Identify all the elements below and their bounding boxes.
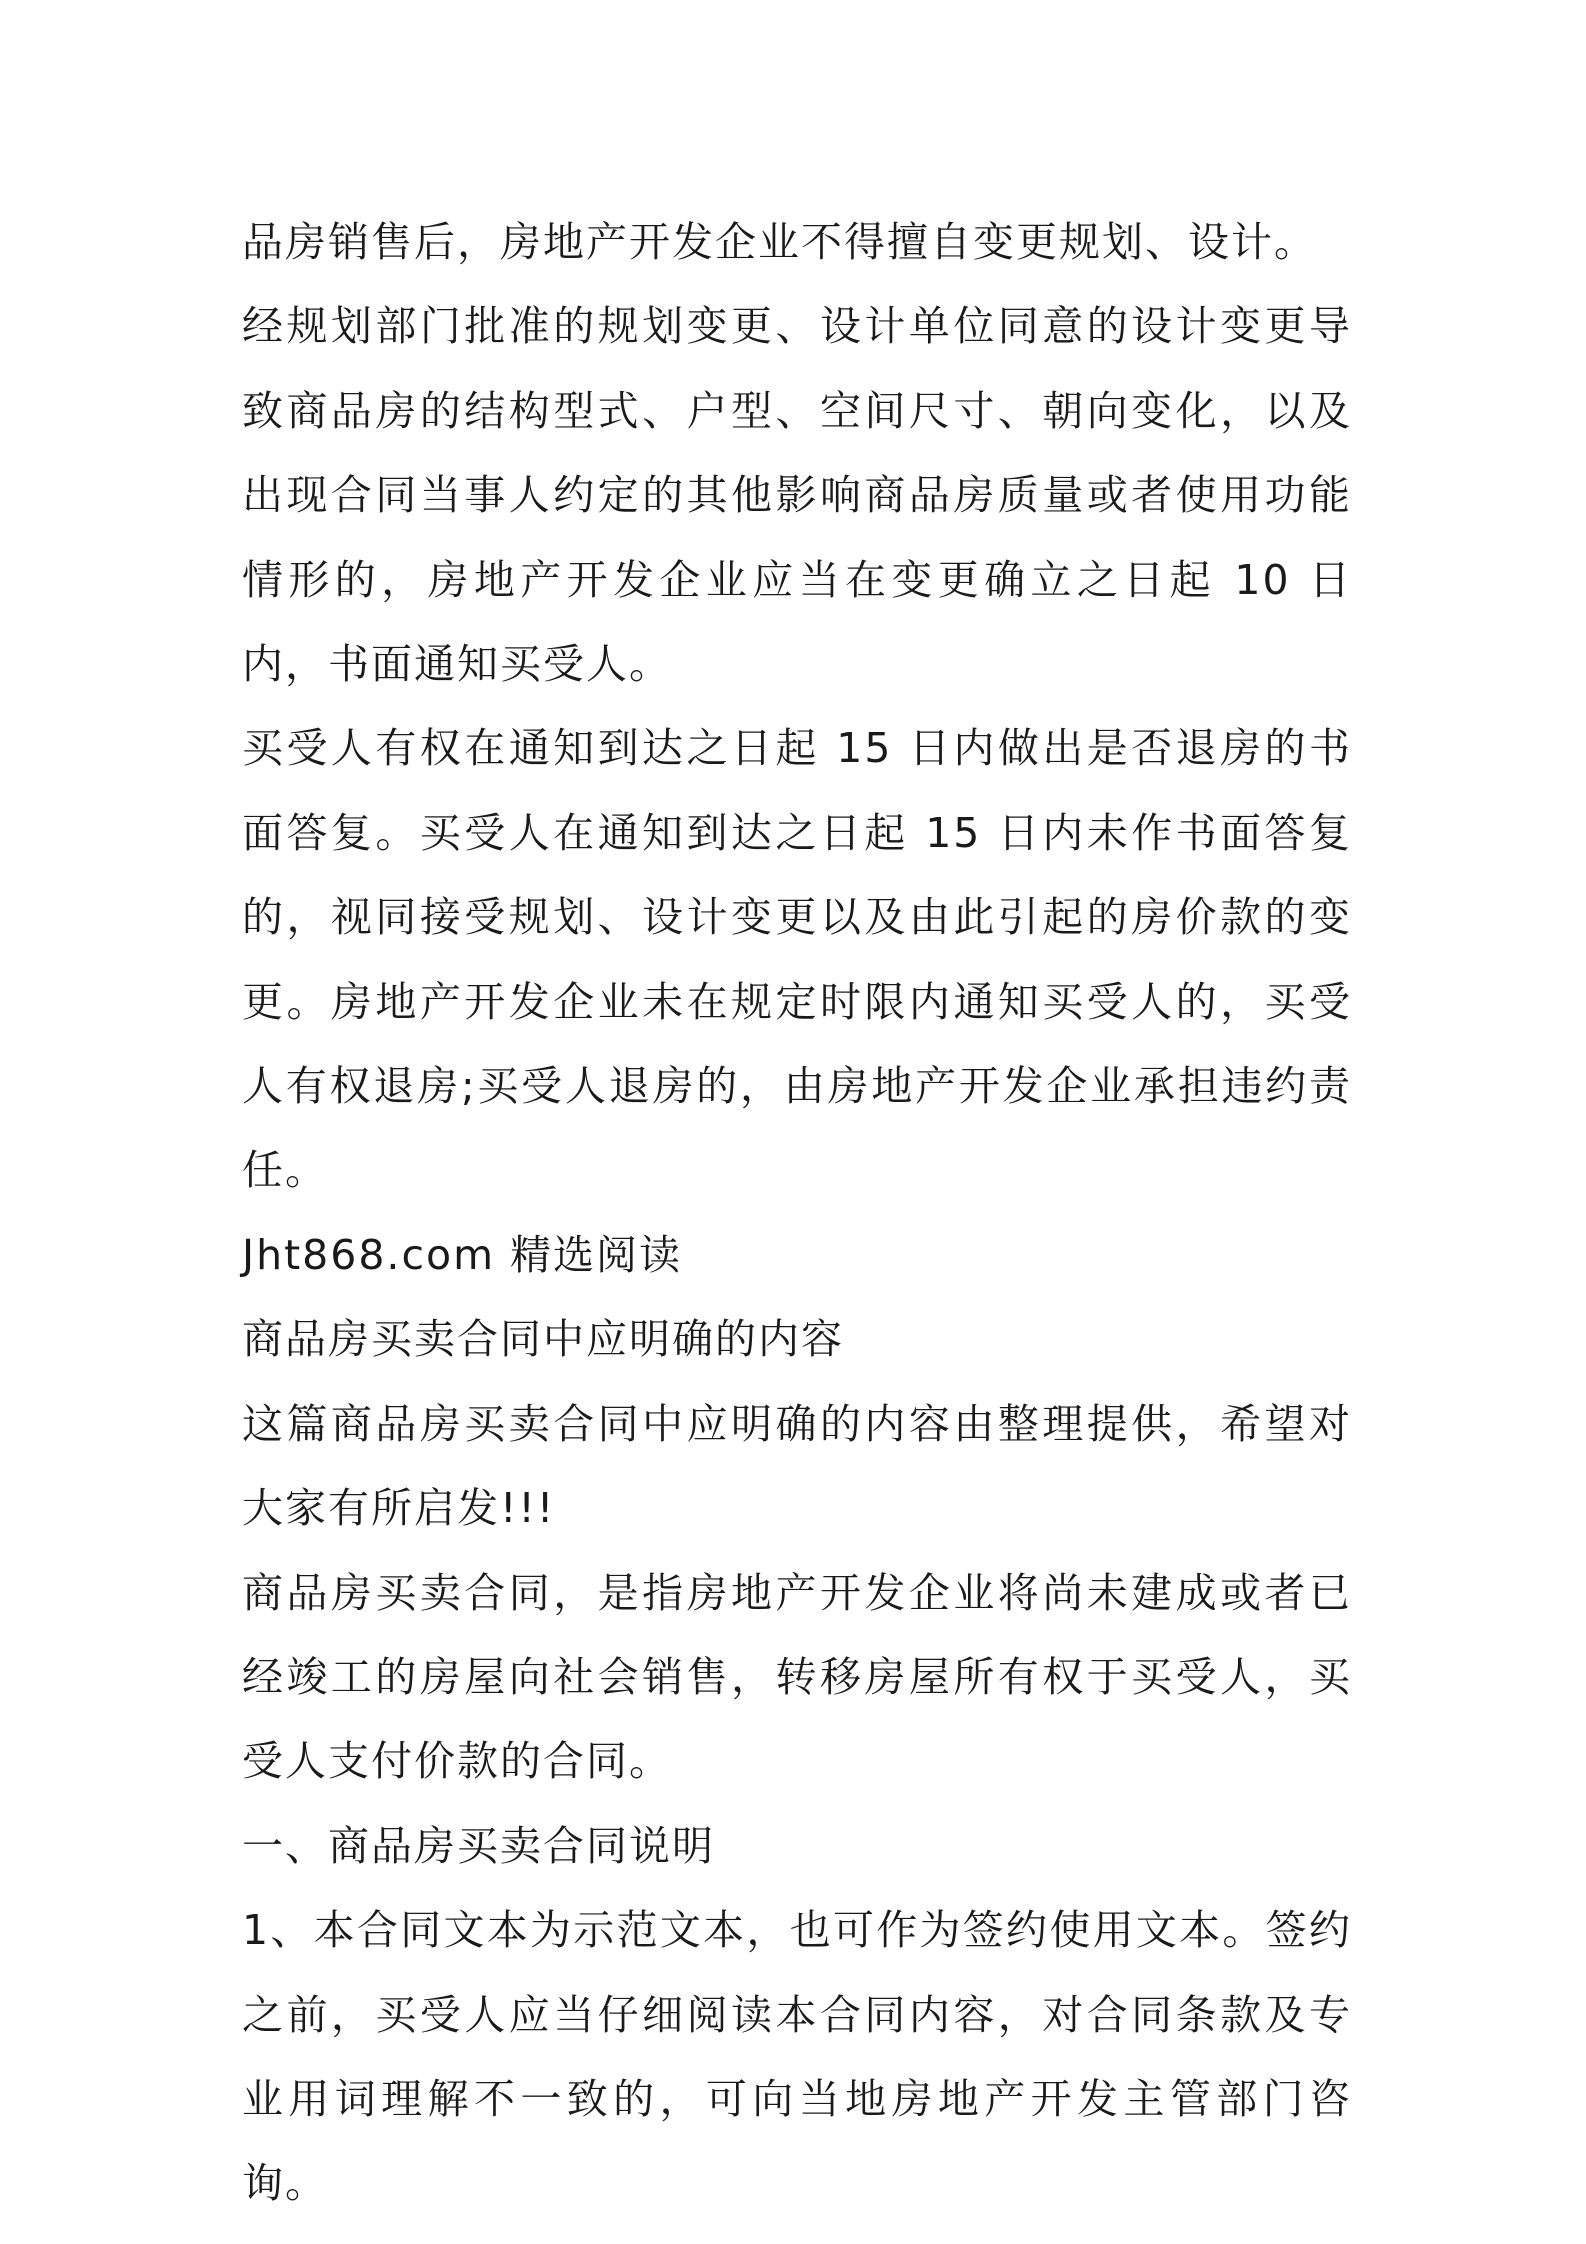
paragraph-2: 经规划部门批准的规划变更、设计单位同意的设计变更导致商品房的结构型式、户型、空间尺寸、朝向变化，以及出现合同当事人约定的其他影响商品房质量或者使用功能情形的，房地产开发企业应当在变更确立之日起 10 日内，书面通知买受人。 [242, 302, 1352, 689]
section-title: 商品房买卖合同中应明确的内容 [242, 1315, 844, 1364]
document-body [242, 200, 1352, 2226]
source-line: Jht868.com 精选阅读 [242, 1230, 683, 1279]
subsection-heading: 一、商品房买卖合同说明 [242, 1821, 715, 1870]
paragraph-1: 品房销售后，房地产开发企业不得擅自变更规划、设计。 [242, 218, 1317, 266]
definition-paragraph: 商品房买卖合同，是指房地产开发企业将尚未建成或者已经竣工的房屋向社会销售，转移房屋所有权于买受人，买受人支付价款的合同。 [242, 1568, 1352, 1786]
intro-paragraph: 这篇商品房买卖合同中应明确的内容由整理提供，希望对大家有所启发!!! [242, 1399, 1352, 1533]
numbered-paragraph-1: 1、本合同文本为示范文本，也可作为签约使用文本。签约之前，买受人应当仔细阅读本合同内容，对合同条款及专业用词理解不一致的，可向当地房地产开发主管部门咨询。 [242, 1906, 1352, 2208]
paragraph-3: 买受人有权在通知到达之日起 15 日内做出是否退房的书面答复。买受人在通知到达之日起 15 日内未作书面答复的，视同接受规划、设计变更以及由此引起的房价款的变更。房地产开发企业未在规定时限内通知买受人的，买受人有权退房;买受人退房的，由房地产开发企业承担违约责任。 [242, 724, 1352, 1195]
